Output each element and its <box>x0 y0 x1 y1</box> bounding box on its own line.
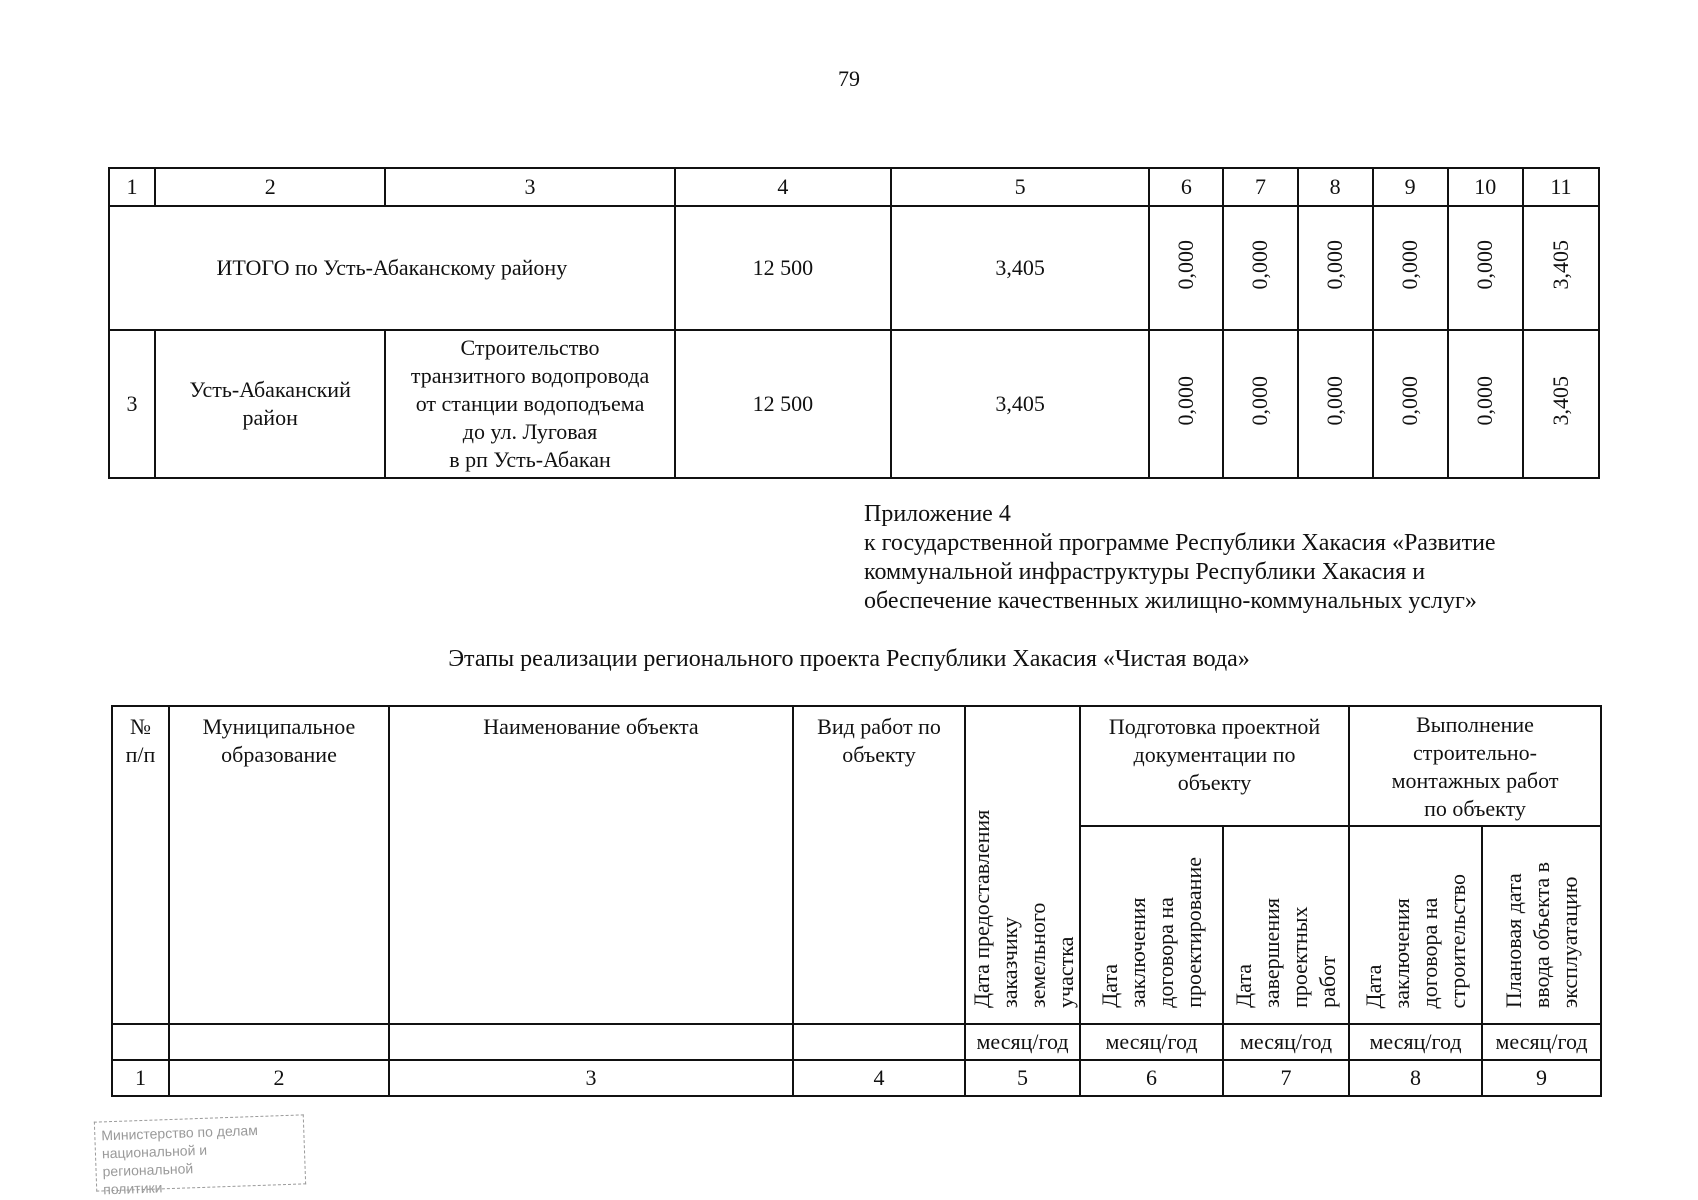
header-line: строительство <box>1444 873 1470 1008</box>
total-value: 0,000 <box>1247 239 1273 290</box>
header-line: объекту <box>842 742 916 767</box>
unit-cell: месяц/год <box>1223 1024 1349 1060</box>
annex-line: к государственной программе Республики Хакасия «Развитие <box>864 530 1496 556</box>
unit-cell: месяц/год <box>965 1024 1080 1060</box>
header-municipality <box>169 706 389 1024</box>
row-value: 12 500 <box>675 330 891 478</box>
total-value: 0,000 <box>1397 239 1423 290</box>
unit-cell: месяц/год <box>1482 1024 1601 1060</box>
header-line: проектных <box>1287 906 1312 1008</box>
header-line: работ <box>1315 955 1340 1008</box>
row-value: 3,405 <box>891 330 1149 478</box>
object-line: Строительство <box>460 335 600 360</box>
header-line: объекту <box>1177 770 1252 795</box>
header-cell: 9 <box>1373 168 1448 206</box>
annex-line: Приложение 4 <box>864 501 1011 527</box>
header-line: Дата <box>1360 964 1386 1008</box>
table-header-row <box>109 168 1599 206</box>
header-line: Дата <box>1096 964 1122 1008</box>
header-cell: 6 <box>1149 168 1223 206</box>
table-number-row <box>112 1060 1601 1096</box>
column-number: 9 <box>1482 1060 1601 1096</box>
header-line: договора на <box>1416 897 1442 1008</box>
header-line: строительно- <box>1413 740 1537 765</box>
header-line: Вид работ по <box>817 714 941 739</box>
table-header-row <box>112 706 1601 826</box>
header-cell: 11 <box>1523 168 1599 206</box>
header-design-group <box>1080 706 1349 826</box>
annex-line: коммунальной инфраструктуры Республики Хакасия и <box>864 559 1426 585</box>
header-line: монтажных работ <box>1391 768 1559 793</box>
column-number: 2 <box>169 1060 389 1096</box>
header-line: проектирование <box>1180 857 1206 1008</box>
column-number: 8 <box>1349 1060 1482 1096</box>
header-construction-group <box>1349 706 1601 826</box>
page-number: 79 <box>838 66 860 91</box>
header-work-type <box>793 706 965 1024</box>
total-value: 3,405 <box>1547 239 1573 290</box>
header-line: Дата <box>1231 964 1256 1008</box>
header-line: Выполнение <box>1416 712 1534 737</box>
header-line: Подготовка проектной <box>1108 714 1321 739</box>
object-line: до ул. Луговая <box>462 419 598 444</box>
header-line: Плановая дата <box>1500 873 1526 1008</box>
total-value: 3,405 <box>891 206 1149 330</box>
header-land-date <box>965 706 1080 1024</box>
municipality-cell <box>155 330 385 478</box>
header-line: ввода объекта в <box>1528 861 1554 1008</box>
header-cell: 3 <box>385 168 674 206</box>
header-cell: 7 <box>1223 168 1297 206</box>
funding-table <box>108 167 1600 479</box>
unit-cell: месяц/год <box>1080 1024 1223 1060</box>
column-number: 4 <box>793 1060 965 1096</box>
row-value: 0,000 <box>1173 375 1199 426</box>
row-value: 0,000 <box>1472 375 1498 426</box>
table-row <box>109 330 1599 478</box>
object-cell <box>385 330 674 478</box>
column-number: 7 <box>1223 1060 1349 1096</box>
header-cell: 1 <box>109 168 155 206</box>
ministry-stamp <box>94 1114 306 1198</box>
header-line: по объекту <box>1424 796 1526 821</box>
row-value: 3,405 <box>1547 375 1573 426</box>
total-value: 0,000 <box>1173 239 1199 290</box>
row-value: 0,000 <box>1247 375 1273 426</box>
municipality-line: Усть-Абаканский <box>189 377 351 402</box>
object-line: от станции водоподъема <box>415 391 645 416</box>
column-number: 5 <box>965 1060 1080 1096</box>
header-line: эксплуатацию <box>1556 876 1582 1008</box>
municipality-line: район <box>242 405 298 430</box>
column-number: 3 <box>389 1060 793 1096</box>
total-value: 0,000 <box>1472 239 1498 290</box>
header-cell: 8 <box>1298 168 1373 206</box>
header-line: заключения <box>1124 897 1150 1008</box>
header-design-done <box>1223 826 1349 1024</box>
header-line: Муниципальное <box>202 714 356 739</box>
header-cell: 4 <box>675 168 891 206</box>
total-value: 12 500 <box>675 206 891 330</box>
stages-table <box>111 705 1602 1097</box>
total-value: 0,000 <box>1322 239 1348 290</box>
header-line: участка <box>1053 936 1078 1008</box>
header-line: заключения <box>1388 897 1414 1008</box>
object-line: в рп Усть-Абакан <box>449 447 611 472</box>
annex-block <box>864 500 1664 616</box>
header-line: № <box>130 714 151 739</box>
header-build-contract <box>1349 826 1482 1024</box>
unit-cell: месяц/год <box>1349 1024 1482 1060</box>
stamp-line: Министерство по делам <box>101 1121 259 1144</box>
row-number: 3 <box>109 330 155 478</box>
header-line: образование <box>221 742 337 767</box>
row-value: 0,000 <box>1322 375 1348 426</box>
object-line: транзитного водопровода <box>410 363 650 388</box>
header-design-contract <box>1080 826 1223 1024</box>
header-num <box>112 706 169 1024</box>
header-line: документации по <box>1133 742 1296 767</box>
header-line: заказчику земельного <box>997 902 1050 1008</box>
stamp-line: политики <box>102 1179 163 1198</box>
header-commission-date <box>1482 826 1601 1024</box>
header-line: п/п <box>125 742 156 767</box>
total-label: ИТОГО по Усть-Абаканскому району <box>109 206 675 330</box>
row-value: 0,000 <box>1397 375 1423 426</box>
header-line: Дата предоставления <box>969 809 994 1008</box>
stamp-line: национальной и региональной <box>101 1141 208 1180</box>
header-cell: 10 <box>1448 168 1523 206</box>
table-units-row <box>112 1024 1601 1060</box>
table-row-total <box>109 206 1599 330</box>
annex-line: обеспечение качественных жилищно-коммунальных услуг» <box>864 588 1477 614</box>
header-line: завершения <box>1259 898 1284 1008</box>
header-cell: 2 <box>155 168 385 206</box>
header-line: договора на <box>1152 897 1178 1008</box>
column-number: 6 <box>1080 1060 1223 1096</box>
header-object: Наименование объекта <box>389 706 793 1024</box>
column-number: 1 <box>112 1060 169 1096</box>
header-cell: 5 <box>891 168 1149 206</box>
stages-title: Этапы реализации регионального проекта Республики Хакасия «Чистая вода» <box>448 646 1250 672</box>
